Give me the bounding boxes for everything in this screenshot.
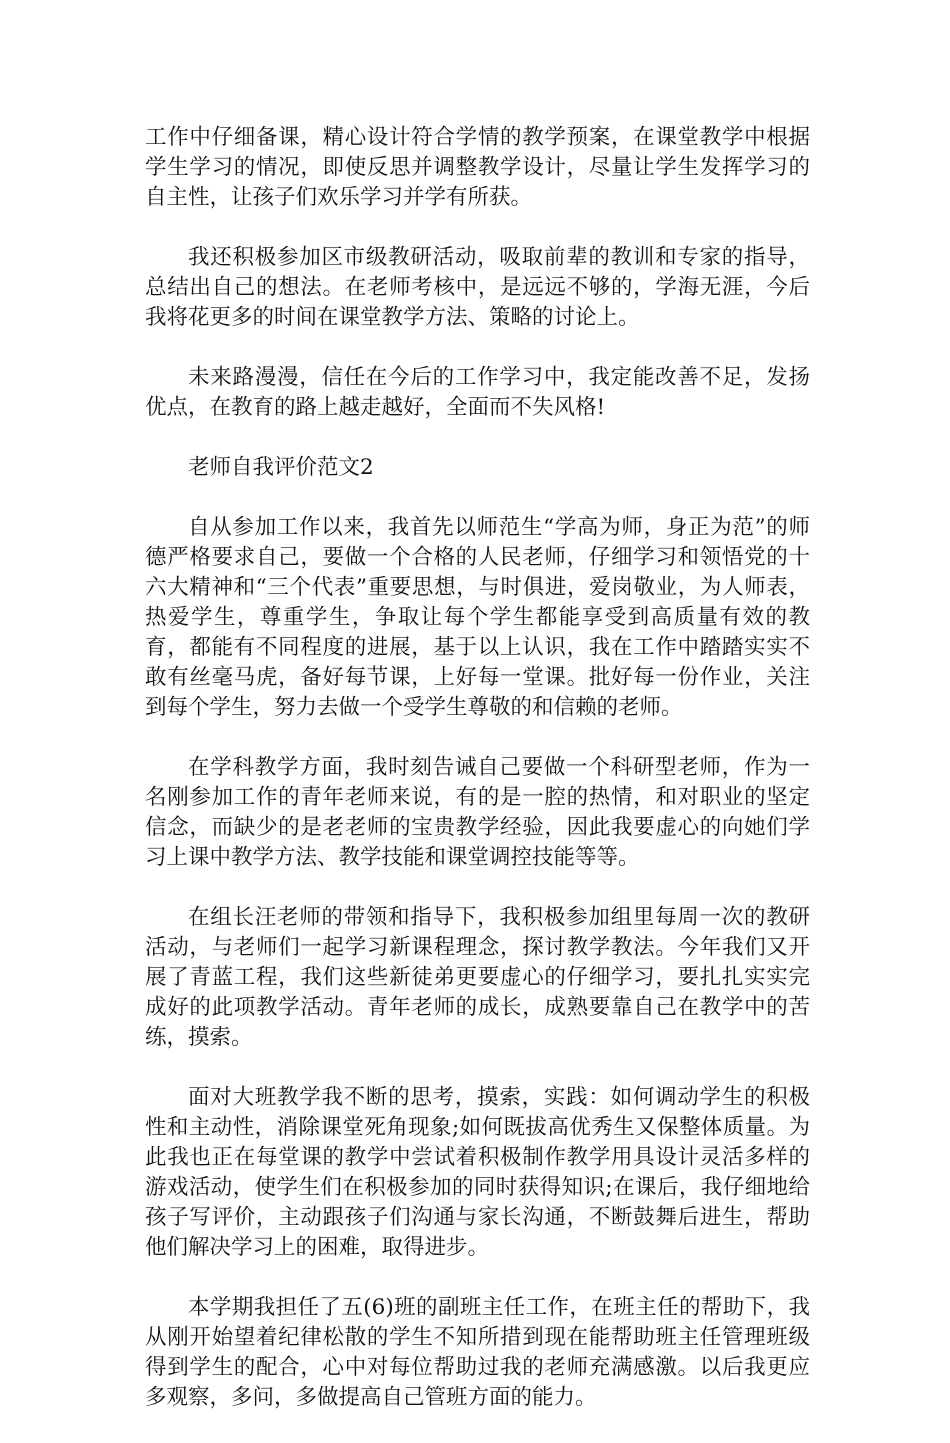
paragraph: 面对大班教学我不断的思考，摸索，实践：如何调动学生的积极性和主动性，消除课堂死角现象;如何既拔高优秀生又保整体质量。为此我也正在每堂课的教学中尝试着积极制作教学用具设计灵活多样的游戏活动，使学生们在积极参加的同时获得知识;在课后，我仔细地给孩子写评价，主动跟孩子们沟通与家长沟通，不断鼓舞后进生，帮助他们解决学习上的困难，取得进步。 [145,1085,810,1260]
section-heading: 老师自我评价范文2 [188,455,374,480]
paragraph: 在组长汪老师的带领和指导下，我积极参加组里每周一次的教研活动，与老师们一起学习新课程理念，探讨教学教法。今年我们又开展了青蓝工程，我们这些新徒弟更要虚心的仔细学习，要扎扎实实完成好的此项教学活动。青年老师的成长，成熟要靠自己在教学中的苦练，摸索。 [145,905,810,1050]
paragraph: 本学期我担任了五(6)班的副班主任工作，在班主任的帮助下，我从刚开始望着纪律松散的学生不知所措到现在能帮助班主任管理班级得到学生的配合，心中对每位帮助过我的老师充满感激。以后我更应多观察，多问，多做提高自己管班方面的能力。 [145,1295,810,1410]
paragraph: 在学科教学方面，我时刻告诫自己要做一个科研型老师，作为一名刚参加工作的青年老师来说，有的是一腔的热情，和对职业的坚定信念，而缺少的是老老师的宝贵教学经验，因此我要虚心的向她们学习上课中教学方法、教学技能和课堂调控技能等等。 [145,755,810,870]
document-page [145,123,810,1443]
paragraph: 我还积极参加区市级教研活动，吸取前辈的教训和专家的指导，总结出自己的想法。在老师考核中，是远远不够的，学海无涯，今后我将花更多的时间在课堂教学方法、策略的讨论上。 [145,245,810,330]
paragraph: 未来路漫漫，信任在今后的工作学习中，我定能改善不足，发扬优点，在教育的路上越走越好，全面而不失风格! [145,365,810,420]
paragraph: 自从参加工作以来，我首先以师范生“学高为师，身正为范”的师德严格要求自己，要做一个合格的人民老师，仔细学习和领悟党的十六大精神和“三个代表”重要思想，与时俱进，爱岗敬业，为人师表，热爱学生，尊重学生，争取让每个学生都能享受到高质量有效的教育，都能有不同程度的进展，基于以上认识，我在工作中踏踏实实不敢有丝毫马虎，备好每节课，上好每一堂课。批好每一份作业，关注到每个学生，努力去做一个受学生尊敬的和信赖的老师。 [145,515,810,720]
paragraph-continued: 工作中仔细备课，精心设计符合学情的教学预案，在课堂教学中根据学生学习的情况，即使反思并调整教学设计，尽量让学生发挥学习的自主性，让孩子们欢乐学习并学有所获。 [145,125,810,210]
